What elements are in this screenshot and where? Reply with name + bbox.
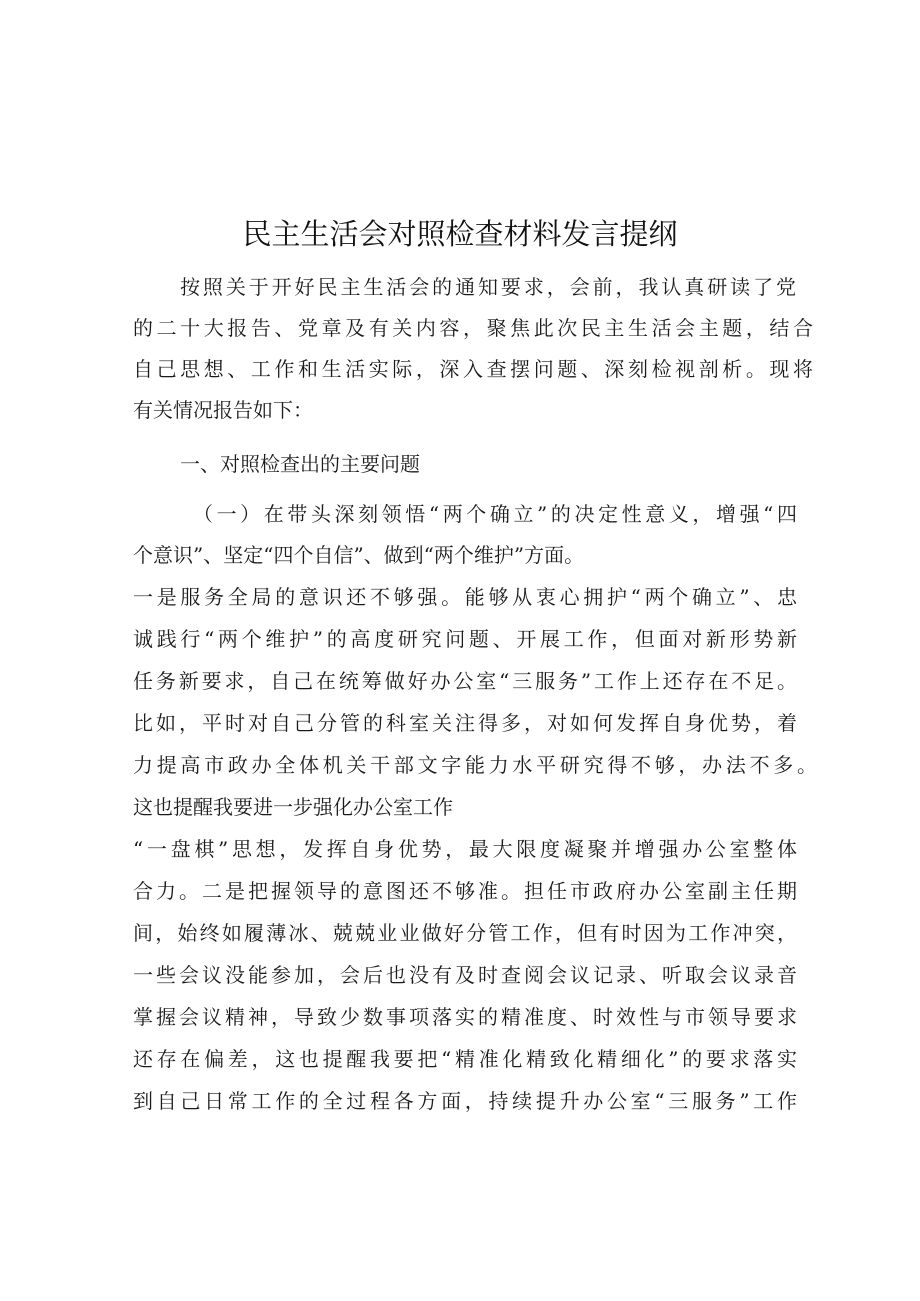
paragraph-line: 诚践行“两个维护”的高度研究问题、开展工作，但面对新形势新 bbox=[133, 627, 797, 651]
section-heading: 一、对照检查出的主要问题 bbox=[180, 452, 420, 476]
paragraph-line: 比如，平时对自己分管的科室关注得多，对如何发挥自身优势，着 bbox=[133, 711, 797, 735]
paragraph-line: “一盘棋”思想，发挥自身优势，最大限度凝聚并增强办公室整体 bbox=[133, 837, 797, 861]
paragraph-line: 到自己日常工作的全过程各方面，持续提升办公室“三服务”工作 bbox=[133, 1089, 797, 1113]
subsection-heading: （一）在带头深刻领悟“两个确立”的决定性意义，增强“四 bbox=[193, 502, 797, 526]
paragraph-line: 一些会议没能参加，会后也没有及时查阅会议记录、听取会议录音 bbox=[133, 963, 797, 987]
paragraph-line: 自己思想、工作和生活实际，深入查摆问题、深刻检视剖析。现将 bbox=[133, 357, 813, 381]
paragraph-line: 的二十大报告、党章及有关内容，聚焦此次民主生活会主题，结合 bbox=[133, 316, 813, 340]
paragraph-line: 按照关于开好民主生活会的通知要求，会前，我认真研读了党 bbox=[180, 275, 796, 299]
paragraph-line: 力提高市政办全体机关干部文字能力水平研究得不够，办法不多。 bbox=[133, 753, 817, 777]
paragraph-line: 合力。二是把握领导的意图还不够准。担任市政府办公室副主任期 bbox=[133, 879, 797, 903]
paragraph-line: 有关情况报告如下： bbox=[133, 398, 313, 422]
paragraph-line: 一是服务全局的意识还不够强。能够从衷心拥护“两个确立”、忠 bbox=[133, 585, 797, 609]
paragraph-line: 这也提醒我要进一步强化办公室工作 bbox=[133, 795, 453, 819]
paragraph-line: 任务新要求，自己在统筹做好办公室“三服务”工作上还存在不足。 bbox=[133, 669, 797, 693]
paragraph-line: 掌握会议精神，导致少数事项落实的精准度、时效性与市领导要求 bbox=[133, 1005, 797, 1029]
paragraph-line: 间，始终如履薄冰、兢兢业业做好分管工作，但有时因为工作冲突， bbox=[133, 921, 797, 945]
document-title: 民主生活会对照检查材料发言提纲 bbox=[242, 217, 678, 251]
paragraph-line: 还存在偏差，这也提醒我要把“精准化精致化精细化”的要求落实 bbox=[133, 1047, 797, 1071]
paragraph-line: 个意识”、坚定“四个自信”、做到“两个维护”方面。 bbox=[133, 543, 585, 567]
